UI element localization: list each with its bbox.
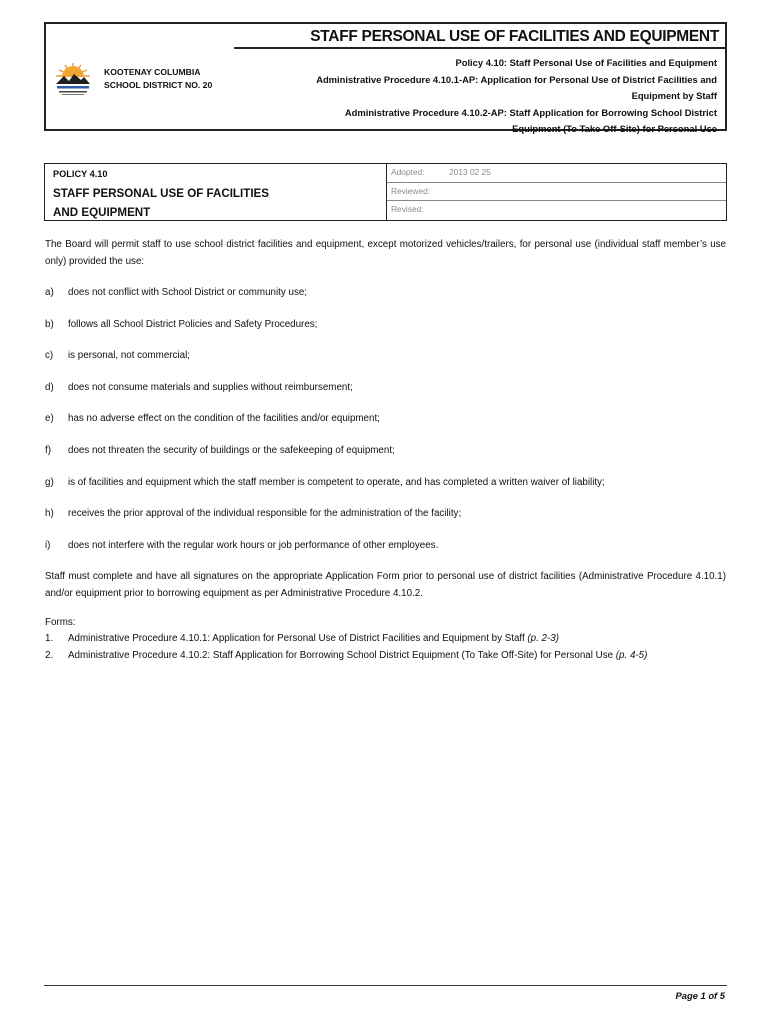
condition-text: follows all School District Policies and Safety Procedures; [68,319,318,330]
condition-letter: i) [45,540,51,551]
policy-name [53,184,269,222]
reference-line: Administrative Procedure 4.10.1-AP: Application for Personal Use of District Facilities and [316,73,717,85]
condition-letter: g) [45,477,54,488]
form-item [45,648,726,664]
reference-line: Equipment (To Take Off-Site) for Personal Use [512,123,717,134]
condition-text: does not interfere with the regular work hours or job performance of other employees. [68,540,439,551]
reference-line: Administrative Procedure 4.10.2-AP: Staff Application for Borrowing School District [344,106,717,118]
condition-letter: f) [45,445,51,456]
form-title: Administrative Procedure 4.10.1: Application for Personal Use of District Facilities and Equipment by Staff [68,633,528,644]
district-name [104,66,212,92]
adopted-value: 2013 02 25 [449,167,491,177]
condition-text: is of facilities and equipment which the staff member is competent to operate, and has completed a written waiver of liability; [68,477,605,488]
reference-line: Equipment by Staff [631,90,717,101]
reviewed-label: Reviewed: [391,185,431,196]
policy-number: POLICY 4.10 [53,169,108,179]
condition-letter: h) [45,508,54,519]
condition-letter: b) [45,319,54,330]
condition-text: is personal, not commercial; [68,350,190,361]
condition-letter: e) [45,413,54,424]
condition-text: does not consume materials and supplies without reimbursement; [68,382,353,393]
form-number: 1. [45,633,54,644]
adopted-row [387,164,726,183]
condition-text: has no adverse effect on the condition of the facilities and/or equipment; [68,413,380,424]
district-line-2: SCHOOL DISTRICT NO. 20 [104,80,213,90]
policy-identity [45,164,387,220]
adopted-label: Adopted: [391,167,425,177]
form-number: 2. [45,650,54,661]
condition-letter: a) [45,287,54,298]
document-header [44,22,727,134]
condition-letter: d) [45,382,54,393]
policy-references [316,55,717,138]
policy-intro: The Board will permit staff to use school district facilities and equipment, except motorized vehicles/trailers, for personal use (individual staff member’s use only) provided the use: [45,239,726,267]
condition-letter: c) [45,350,54,361]
title-bar [234,24,725,49]
forms-heading: Forms: [45,617,76,628]
form-title: Administrative Procedure 4.10.2: Staff Application for Borrowing School District Equipment (To Take Off-Site) for Personal Use [68,650,616,661]
form-pages: (p. 2-3) [527,633,559,644]
form-pages: (p. 4-5) [615,650,648,661]
form-item [45,631,726,647]
district-logo-icon [54,60,92,100]
district-line-1: KOOTENAY COLUMBIA [104,67,201,77]
reference-line: Policy 4.10: Staff Personal Use of Facilities and Equipment [455,57,717,68]
form-text [68,631,726,647]
page-number: Page 1 of 5 [675,990,725,1001]
policy-info-table [44,163,727,221]
condition-text: does not conflict with School District or community use; [68,287,308,298]
policy-name-line-1: STAFF PERSONAL USE OF FACILITIES [53,187,270,200]
policy-name-line-2: AND EQUIPMENT [53,206,151,219]
policy-dates [387,164,726,220]
reviewed-row [387,183,726,202]
closing-paragraph: Staff must complete and have all signatures on the appropriate Application Form prior to personal use of district facilities (Administrative Procedure 4.10.1) and/or equipment prior to borrowing equipment as per Administrative Procedure 4.10.2. [45,571,726,599]
document-title: STAFF PERSONAL USE OF FACILITIES AND EQUIPMENT [310,28,719,45]
form-text [68,648,726,664]
condition-text: receives the prior approval of the individual responsible for the administration of the facility; [68,508,462,519]
revised-row [387,201,726,220]
condition-text: does not threaten the security of buildings or the safekeeping of equipment; [68,445,395,456]
footer-divider [44,985,727,986]
revised-label: Revised: [391,204,424,215]
